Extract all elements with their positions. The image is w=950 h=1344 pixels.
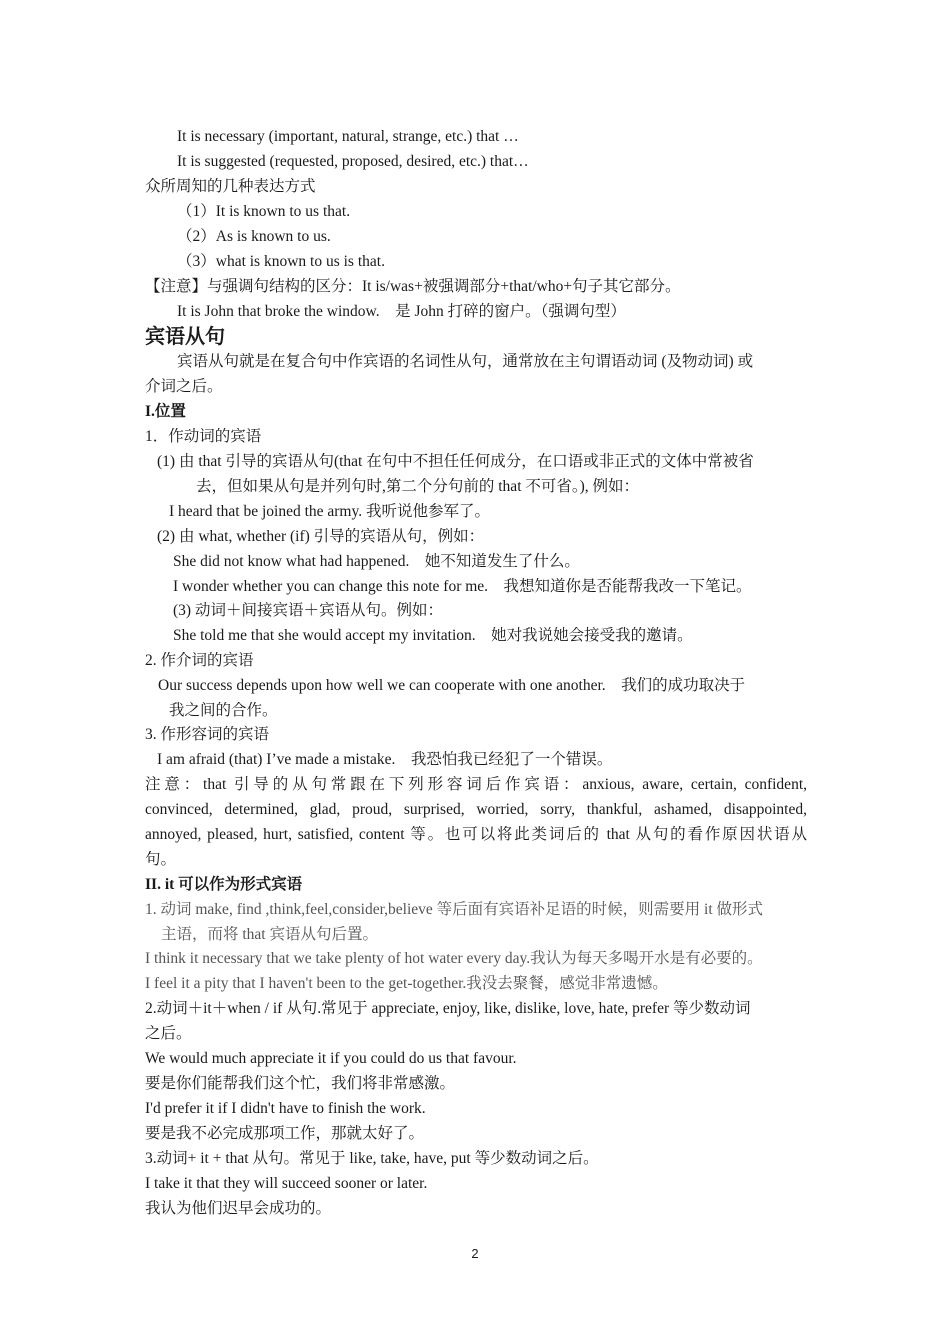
that-clause-rule-1: (1) 由 that 引导的宾语从句(that 在句中不担任任何成分，在口语或非正式的文体中常被省 <box>157 453 754 470</box>
example-hot-water: I think it necessary that we take plenty of hot water every day.我认为每天多喝开水是有必要的。 <box>145 950 763 967</box>
example-succeed-cn: 我认为他们迟早会成功的。 <box>145 1200 332 1217</box>
pattern-necessary: It is necessary (important, natural, strange, etc.) that … <box>177 128 519 145</box>
formal-object-rule-1: 1. 动词 make, find ,think,feel,consider,believe 等后面有宾语补足语的时候，则需要用 it 做形式 <box>145 901 764 918</box>
when-if-rule-1: 2.动词＋it＋when / if 从句.常见于 appreciate, enjoy, like, dislike, love, hate, prefer 等少数动词 <box>145 1000 751 1017</box>
page-number: 2 <box>471 1246 479 1261</box>
adjective-note-1: 注意：that 引导的从句常跟在下列形容词后作宾语：anxious, aware, certain, confident, <box>145 776 807 793</box>
formal-object-rule-2: 主语，而将 that 宾语从句后置。 <box>161 926 378 943</box>
example-prefer: I'd prefer it if I didn't have to finish the work. <box>145 1100 426 1117</box>
example-cooperate-2: 我之间的合作。 <box>169 702 278 719</box>
known-item-2: （2）As is known to us. <box>177 228 331 245</box>
example-invitation: She told me that she would accept my invitation. 她对我说她会接受我的邀请。 <box>173 627 693 644</box>
when-if-rule-2: 之后。 <box>145 1025 192 1042</box>
indirect-object-rule: (3) 动词＋间接宾语＋宾语从句。例如： <box>173 602 443 619</box>
example-cooperate-1: Our success depends upon how well we can cooperate with one another. 我们的成功取决于 <box>158 677 746 694</box>
it-that-rule: 3.动词+ it + that 从句。常见于 like, take, have, put 等少数动词之后。 <box>145 1150 599 1167</box>
pattern-suggested: It is suggested (requested, proposed, desired, etc.) that… <box>177 153 529 170</box>
prep-object-heading: 2. 作介词的宾语 <box>145 652 254 669</box>
known-heading: 众所周知的几种表达方式 <box>145 178 316 195</box>
intro-line-1: 宾语从句就是在复合句中作宾语的名词性从句，通常放在主句谓语动词 (及物动词) 或 <box>177 353 754 370</box>
adj-object-heading: 3. 作形容词的宾语 <box>145 726 270 743</box>
section-position: I.位置 <box>145 403 186 420</box>
example-note: I wonder whether you can change this note for me. 我想知道你是否能帮我改一下笔记。 <box>173 578 752 595</box>
emphasis-note: 【注意】与强调句结构的区分：It is/was+被强调部分+that/who+句子其它部分。 <box>145 278 681 295</box>
example-happened: She did not know what had happened. 她不知道发生了什么。 <box>173 553 580 570</box>
example-favour-cn: 要是你们能帮我们这个忙，我们将非常感激。 <box>145 1075 456 1092</box>
intro-line-2: 介词之后。 <box>145 378 223 395</box>
adjective-note-4: 句。 <box>145 851 177 868</box>
example-get-together: I feel it a pity that I haven't been to the get-together.我没去聚餐，感觉非常遗憾。 <box>145 975 668 992</box>
section-formal-object: II. it 可以作为形式宾语 <box>145 876 303 893</box>
emphasis-example: It is John that broke the window. 是 John 打碎的窗户。（强调句型） <box>177 303 626 320</box>
known-item-1: （1）It is known to us that. <box>177 203 351 220</box>
adjective-note-3: annoyed, pleased, hurt, satisfied, content 等。也可以将此类词后的 that 从句的看作原因状语从 <box>145 826 807 843</box>
example-favour: We would much appreciate it if you could do us that favour. <box>145 1050 517 1067</box>
example-prefer-cn: 要是我不必完成那项工作，那就太好了。 <box>145 1125 425 1142</box>
example-army: I heard that be joined the army. 我听说他参军了。 <box>169 503 490 520</box>
example-succeed: I take it that they will succeed sooner or later. <box>145 1175 428 1192</box>
that-clause-rule-2: 去，但如果从句是并列句时,第二个分句前的 that 不可省。), 例如： <box>196 478 640 495</box>
known-item-3: （3）what is known to us is that. <box>177 253 385 270</box>
what-whether-rule: (2) 由 what, whether (if) 引导的宾语从句，例如： <box>157 528 485 545</box>
verb-object-heading: 1．作动词的宾语 <box>145 428 262 445</box>
example-mistake: I am afraid (that) I’ve made a mistake. 我恐怕我已经犯了一个错误。 <box>157 751 613 768</box>
adjective-note-2: convinced, determined, glad, proud, surprised, worried, sorry, thankful, ashamed, disappointed, <box>145 801 807 818</box>
section-title-object-clause: 宾语从句 <box>145 324 225 348</box>
